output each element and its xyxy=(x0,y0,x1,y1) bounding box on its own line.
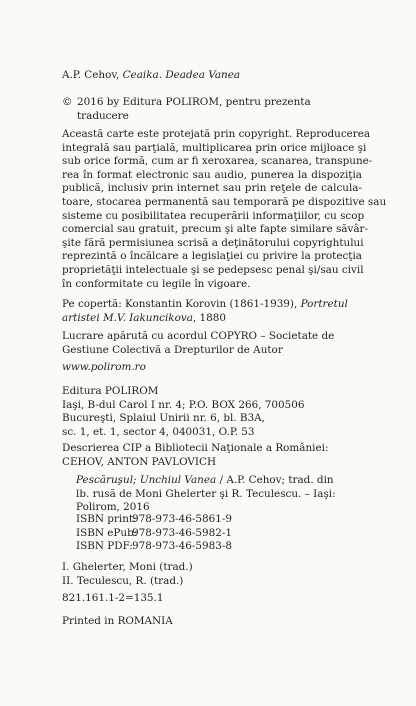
isbn-value: 978-973-46-5861-9 xyxy=(132,513,232,525)
header-titles: Ceaika. Deadea Vanea xyxy=(122,69,241,81)
header-author: A.P. Cehov, xyxy=(62,69,120,81)
protection-line: şite fără permisiunea scrisă a deţinătorului copyrightului xyxy=(62,236,364,249)
protection-line: proprietăţii intelectuale şi se pedepsesc penal şi/sau civil xyxy=(62,263,364,276)
protection-line: Această carte este protejată prin copyright. Reproducerea xyxy=(62,128,371,140)
copyro-line: Lucrare apărută cu acordul COPYRO – Societate de xyxy=(62,330,335,342)
udc-code xyxy=(62,592,362,606)
copyro-line: Gestiune Colectivă a Drepturilor de Autor xyxy=(62,343,283,356)
cover-credit-italic-1: Portretul xyxy=(300,298,348,310)
publisher-line: Editura POLIROM xyxy=(62,385,159,397)
isbn-value: 978-973-46-5983-8 xyxy=(132,540,232,553)
copyright-line-2: traducere xyxy=(77,109,129,122)
protection-line: comercial sau gratuit, precum şi alte fapte similare săvâr- xyxy=(62,223,369,236)
protection-line: toare, stocarea permanentă sau temporară pe dispozitive sau xyxy=(62,195,387,208)
isbn-list xyxy=(76,513,376,554)
cip-line-3: Polirom, 2016 xyxy=(76,501,150,514)
cover-credit-italic-2: artistei M.V. Iakuncikova xyxy=(62,311,193,324)
copyright-notice xyxy=(62,96,362,123)
publisher-line: Bucureşti, Splaiul Unirii nr. 6, bl. B3A, xyxy=(62,412,265,425)
cip-description xyxy=(62,442,362,515)
translator-line: I. Ghelerter, Moni (trad.) xyxy=(62,561,193,573)
protection-line: sisteme cu posibilitatea recuperării informaţiilor, cu scop xyxy=(62,209,365,222)
cover-credit xyxy=(62,298,362,325)
cip-title-rest: / A.P. Cehov; trad. din xyxy=(216,474,334,487)
cip-heading: Descrierea CIP a Bibliotecii Naţionale a României: xyxy=(62,442,329,454)
isbn-row xyxy=(76,513,376,527)
protection-line: reprezintă o încălcare a legislaţiei cu privire la protecţia xyxy=(62,250,362,263)
printed-in-text: Printed in ROMANIA xyxy=(62,615,173,627)
copyro-notice xyxy=(62,330,362,357)
cover-credit-prefix: Pe copertă: Konstantin Korovin (1861-1939), xyxy=(62,298,301,310)
isbn-row xyxy=(76,540,376,554)
printed-in xyxy=(62,615,362,629)
protection-paragraph xyxy=(62,128,387,291)
publisher-line: Iaşi, B-dul Carol I nr. 4; P.O. BOX 266, 700506 xyxy=(62,398,305,411)
udc-value: 821.161.1-2=135.1 xyxy=(62,592,164,604)
translators-list xyxy=(62,561,362,588)
publisher-line: sc. 1, et. 1, sector 4, 040031, O.P. 53 xyxy=(62,425,255,438)
cip-line-2: lb. rusă de Moni Ghelerter şi R. Teculescu. – Iaşi: xyxy=(76,487,336,500)
website-link[interactable]: www.polirom.ro xyxy=(62,361,146,373)
isbn-value: 978-973-46-5982-1 xyxy=(132,526,232,539)
isbn-row xyxy=(76,527,376,541)
book-header xyxy=(62,69,362,83)
copyright-line-1: 2016 by Editura POLIROM, pentru prezenta xyxy=(77,96,311,108)
isbn-label: ISBN ePub: xyxy=(76,526,138,539)
protection-line: integrală sau parţială, multiplicarea prin orice mijloace şi xyxy=(62,141,367,154)
protection-line: în conformitate cu legile în vigoare. xyxy=(62,277,251,290)
cip-author: CEHOV, ANTON PAVLOVICH xyxy=(62,455,217,468)
protection-line: publică, inclusiv prin internet sau prin reţele de calcula- xyxy=(62,182,362,195)
protection-line: sub orice formă, cum ar fi xeroxarea, scanarea, transpune- xyxy=(62,155,373,168)
publisher-website xyxy=(62,361,362,375)
translator-line: II. Teculescu, R. (trad.) xyxy=(62,574,184,587)
cip-title: Pescăruşul; Unchiul Vanea xyxy=(76,474,217,487)
publisher-address xyxy=(62,385,362,439)
cover-credit-suffix: , 1880 xyxy=(192,311,226,324)
isbn-label: ISBN PDF: xyxy=(76,540,133,553)
isbn-label: ISBN print: xyxy=(76,513,137,525)
copyright-symbol: © xyxy=(62,96,73,108)
protection-line: rea în format electronic sau audio, punerea la dispoziţia xyxy=(62,168,362,181)
